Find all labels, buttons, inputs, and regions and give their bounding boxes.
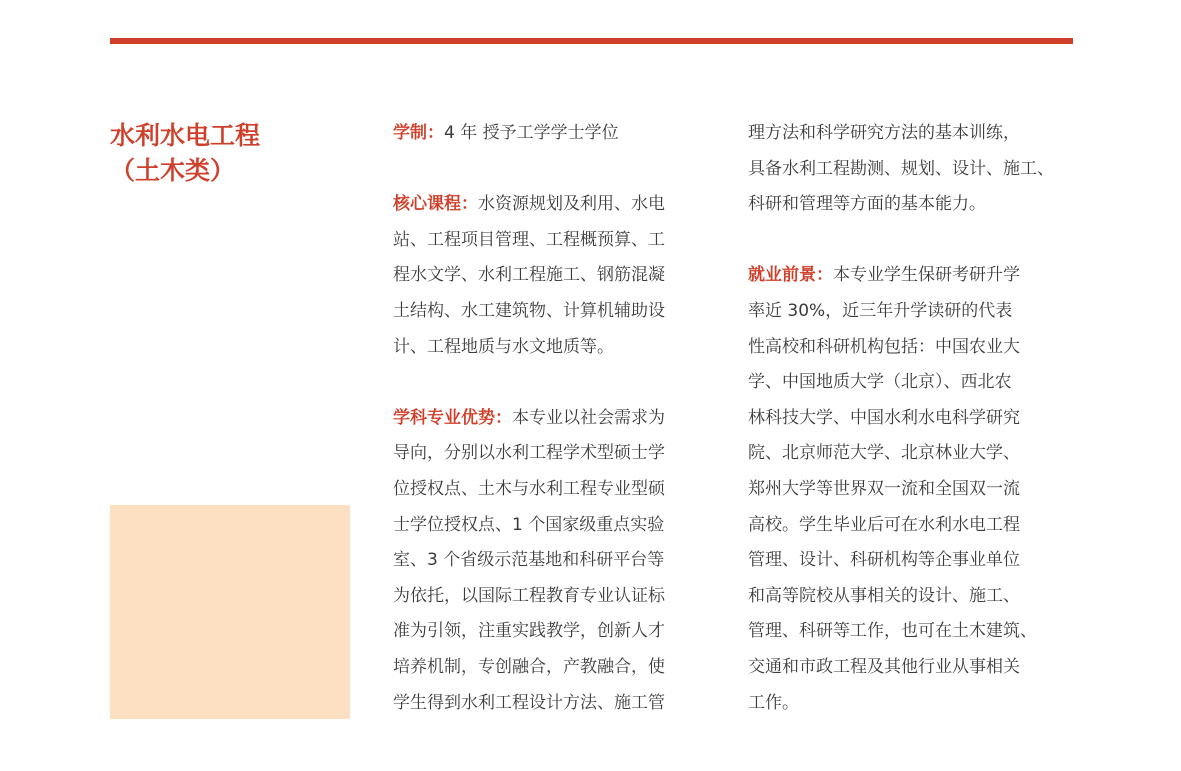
advantages-line: 理方法和科学研究方法的基本训练， (748, 123, 1020, 143)
duration-text: 4 年 授予工学学士学位 (444, 123, 619, 143)
core-courses-line: 站、工程项目管理、工程概预算、工 (393, 229, 665, 250)
major-title (110, 118, 350, 188)
core-courses-line: 程水文学、水利工程施工、钢筋混凝 (393, 265, 665, 286)
core-courses-line: 计、工程地质与水文地质等。 (393, 336, 614, 357)
major-title-line1: 水利水电工程 (110, 121, 261, 150)
employment-line: 和高等院校从事相关的设计、施工、 (748, 585, 1020, 606)
core-courses-label: 核心课程： (393, 194, 478, 215)
middle-column (393, 116, 723, 721)
duration-section (393, 116, 723, 152)
core-courses-section (393, 187, 723, 365)
advantages-line: 导向，分别以水利工程学术型硕士学 (393, 443, 665, 464)
employment-line: 郑州大学等世界双一流和全国双一流 (748, 478, 1020, 499)
employment-line: 率近 30%，近三年升学读研的代表 (748, 300, 1013, 321)
employment-line: 本专业学生保研考研升学 (833, 265, 1020, 286)
employment-line: 性高校和科研机构包括：中国农业大 (748, 336, 1020, 357)
advantages-section (393, 401, 723, 721)
advantages-line: 准为引领，注重实践教学，创新人才 (393, 621, 665, 642)
top-rule (110, 38, 1073, 44)
right-column (748, 116, 1078, 721)
employment-line: 林科技大学、中国水利水电科学研究 (748, 407, 1020, 428)
employment-line: 院、北京师范大学、北京林业大学、 (748, 443, 1020, 464)
advantages-line: 位授权点、土木与水利工程专业型硕 (393, 478, 665, 499)
employment-line: 管理、科研等工作，也可在土木建筑、 (748, 621, 1037, 642)
advantages-line: 学生得到水利工程设计方法、施工管 (393, 692, 665, 713)
advantages-line: 具备水利工程勘测、规划、设计、施工、 (748, 158, 1054, 179)
advantages-line: 士学位授权点、1 个国家级重点实验 (393, 514, 665, 535)
advantages-line: 培养机制，专创融合，产教融合，使 (393, 656, 665, 677)
core-courses-line: 水资源规划及利用、水电 (478, 194, 665, 215)
employment-line: 高校。学生毕业后可在水利水电工程 (748, 514, 1020, 535)
advantages-continued (748, 116, 1078, 223)
employment-line: 工作。 (748, 692, 799, 713)
core-courses-line: 土结构、水工建筑物、计算机辅助设 (393, 300, 665, 321)
duration-label: 学制： (393, 123, 444, 143)
advantages-line: 为依托，以国际工程教育专业认证标 (393, 585, 665, 606)
employment-line: 学、中国地质大学（北京）、西北农 (748, 372, 1012, 393)
advantages-line: 科研和管理等方面的基本能力。 (748, 194, 986, 215)
decorative-block (110, 505, 350, 719)
advantages-label: 学科专业优势： (393, 407, 512, 428)
employment-section (748, 258, 1078, 721)
advantages-line: 室、3 个省级示范基地和科研平台等 (393, 550, 665, 571)
employment-line: 管理、设计、科研机构等企事业单位 (748, 550, 1020, 571)
major-title-line2: （土木类） (110, 156, 236, 185)
advantages-line: 本专业以社会需求为 (512, 407, 665, 428)
employment-line: 交通和市政工程及其他行业从事相关 (748, 656, 1020, 677)
employment-label: 就业前景： (748, 265, 833, 286)
